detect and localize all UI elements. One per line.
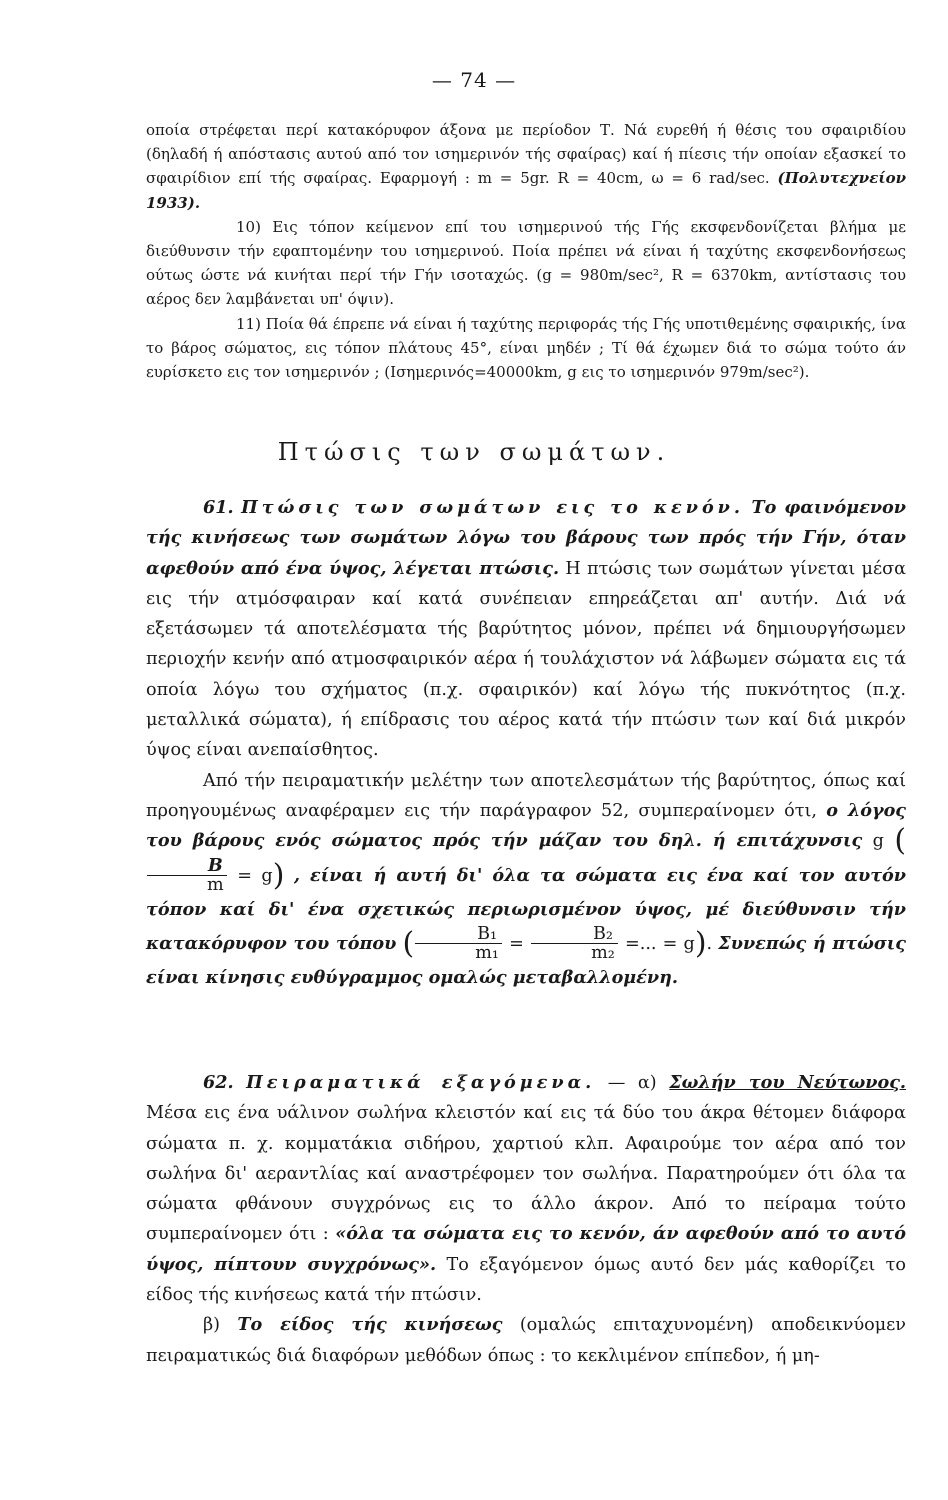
section-62-paragraph-b: β) Το είδος τής κινήσεως (ομαλώς επιταχυνομένη) αποδεικνύομεν πειραματικώς διά διαφόρων μεθόδων όπως : το κεκλιμένον επίπεδον, ή μη- [146,1314,906,1366]
newton-tube-text: Μέσα εις ένα υάλινον σωλήνα κλειστόν καί εις τά δύο του άκρα θέτομεν διάφορα σώματα π. χ. κομματάκια σιδήρου, χαρτιού κλπ. Αφαιρούμε τον αέρα από τον σωλήνα δι' αεραντλίας καί αναστρέφομεν τον σωλήνα. Παρατηρούμεν ότι όλα τα σώματα φθάνουν συγχρόνως εις το άλλο άκρον. Από το πείραμα τούτο συμπεραίνομεν ότι : [146,1103,906,1245]
problem-10: 10) Εις τόπον κείμενον επί του ισημερινού τής Γής εκσφενδονίζεται βλήμα με διεύθυνσιν τήν εφαπτομένην του ισημερινού. Ποία πρέπει νά είναι ή ταχύτης εκσφενδονήσεως ούτως ώστε νά κινήται περί τήν Γήν ισοταχώς. (g = 980m/sec², R = 6370km, αντίστασις του αέρος δεν λαμβάνεται υπ' όψιν). [146,217,906,309]
formula-ratio: g ( $\frac{B}{m}$ = g) [146,831,906,885]
fall-definition: Το φαινόμενον τής κινήσεως των σωμάτων λόγω του βάρους των πρός τήν Γήν, όταν αφεθούν από ένα ύψος, λέγεται πτώσις. [146,497,907,579]
section-61 [146,493,906,993]
section-62-number: 62. [203,1072,234,1093]
section-61-paragraph-2: Από τήν πειραματικήν μελέτην των αποτελεσμάτων τής βαρύτητος, όπως καί προηγουμένως αναφέραμεν εις τήν παράγραφον 52, συμπεραίνομεν ότι, ο λόγος του βάρους ενός σώματος πρός τήν μάζαν του δηλ. ή επιτάχυνσις g ( $\frac{B}{m}$ = g) , είναι ή αυτή δι' όλα τα σώματα εις ένα καί τον αυτόν τόπον καί δι' ένα σχετικώς περιωρισμένον ύψος, μέ διεύθυνσιν τήν κατακόρυφον του τόπου ( $\frac{\text{B₁}}{\text{m₁}}$ = $\frac{\text{B₂}}{\text{m₂}}$ =... = g). Συνεπώς ή πτώσις είναι κίνησις ευθύγραμμος ομαλώς μεταβαλλομένη. [146,770,907,988]
problem-9-source: (Πολυτεχνείον 1933). [146,169,906,212]
newton-tube-title: Σωλήν του Νεύτωνος. [669,1072,907,1093]
section-61-paragraph-1 [146,493,906,766]
section-62-title: Πειραματικά εξαγόμενα. [246,1072,596,1093]
ratio-statement: ο λόγος του βάρους ενός σώματος πρός τήν μάζαν του δηλ. ή επιτάχυνσις [146,799,907,852]
formula-equal-ratios: ( $\frac{\text{B₁}}{\text{m₁}}$ = $\frac{\text{B₂}}{\text{m₂}}$ =... = g). [402,923,719,964]
newton-tube-conclusion: «όλα τα σώματα εις το κενόν, άν αφεθούν από το αυτό ύψος, πίπτουν συγχρόνως». [146,1223,907,1275]
problems-block [146,118,906,384]
section-62 [146,1068,906,1371]
section-61-number: 61. [203,497,234,518]
fall-text: Η πτώσις των σωμάτων γίνεται μέσα εις τήν ατμόσφαιραν καί κατά συνέπειαν επηρεάζεται απ' αυτήν. Διά νά εξετάσωμεν τά αποτελέσματα τής βαρύτητος μόνον, πρέπει νά δημιουργήσωμεν περιοχήν κενήν από ατμοσφαιρικόν αέρα ή τουλάχιστον νά λάβωμεν σώματα εις τά οποία λόγω του σχήματος (π.χ. σφαιρικόν) καί λόγω τής πυκνότητος (π.χ. μεταλλικά σώματα), ή επίδρασις του αέρος κατά τήν πτώσιν των καί διά μικρόν ύψος είναι ανεπαίσθητος. [146,558,907,761]
motion-conclusion: Συνεπώς ή πτώσις είναι κίνησις ευθύγραμμος ομαλώς μεταβαλλομένη. [146,932,907,988]
page-number: — 74 — [431,68,517,92]
problem-11: 11) Ποία θά έπρεπε νά είναι ή ταχύτης περιφοράς τής Γής υποτιθεμένης σφαιρικής, ίνα το βάρος σώματος, εις τόπον πλάτους 45°, είναι μηδέν ; Τί θά έχωμεν διά το σώμα τούτο άν ευρίσκετο εις τον ισημερινόν ; (Ισημερινός=40000km, g εις το ισημερινόν 979m/sec²). [146,314,906,382]
same-for-all-statement: , είναι ή αυτή δι' όλα τα σώματα εις ένα καί τον αυτόν τόπον καί δι' ένα σχετικώς περιωρισμένον ύψος, μέ διεύθυνσιν τήν κατακόρυφον του τόπου [146,864,907,954]
motion-type-text: (ομαλώς επιταχυνομένη) αποδεικνύομεν πειραματικώς διά διαφόρων μεθόδων όπως : το κεκλιμένον επίπεδον, ή μη- [146,1315,906,1366]
problem-9-continuation: οποία στρέφεται περί κατακόρυφον άξονα με περίοδον Τ. Νά ευρεθή ή θέσις του σφαιριδίου (δηλαδή ή απόστασις αυτού από τον ισημερινόν τής σφαίρας) καί ή πίεσις τήν οποίαν εξασκεί το σφαιρίδιον επί τής σφαίρας. Εφαρμογή : m = 5gr. R = 40cm, ω = 6 rad/sec. (Πολυτεχνείον 1933). [146,121,906,212]
section-62-paragraph-a: 62. Πειραματικά εξαγόμενα. — α) Σωλήν του Νεύτωνος. Μέσα εις ένα υάλινον σωλήνα κλειστόν καί εις τά δύο του άκρα θέτομεν διάφορα σώματα π. χ. κομματάκια σιδήρου, χαρτιού κλπ. Αφαιρούμε τον αέρα από τον σωλήνα δι' αεραντλίας καί αναστρέφομεν τον σωλήνα. Παρατηρούμεν ότι όλα τα σώματα φθάνουν συγχρόνως εις το άλλο άκρον. Από το πείραμα τούτο συμπεραίνομεν ότι : «όλα τα σώματα εις το κενόν, άν αφεθούν από το αυτό ύψος, πίπτουν συγχρόνως». Το εξαγόμενον όμως αυτό δεν μάς καθορίζει το είδος τής κινήσεως κατά τήν πτώσιν. [146,1072,907,1306]
section-61-title: Πτώσις των σωμάτων εις το κενόν. [241,497,745,518]
motion-type-title: Το είδος τής κινήσεως [237,1314,503,1336]
section-heading: Πτώσις των σωμάτων. [277,438,671,466]
